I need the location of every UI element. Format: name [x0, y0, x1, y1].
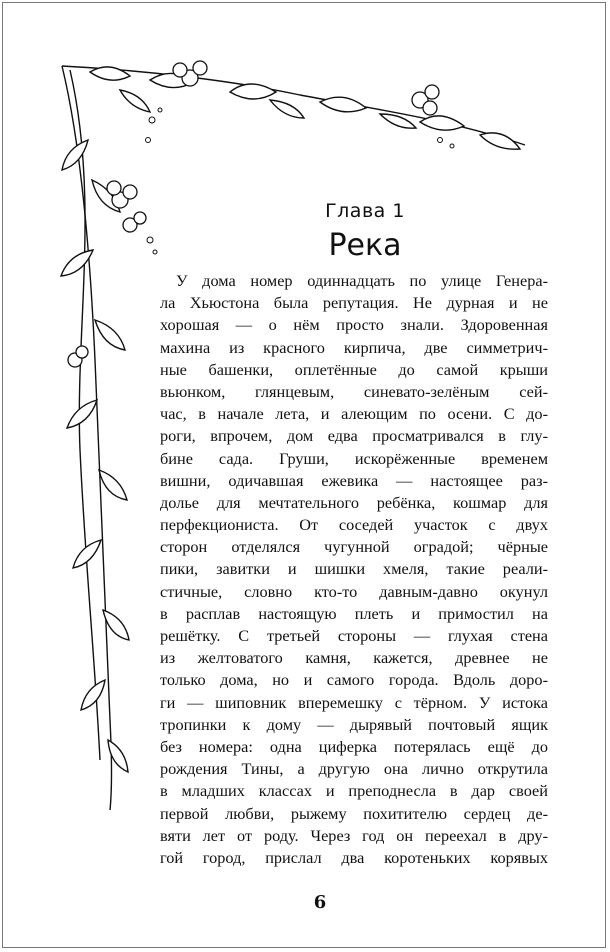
- text-line: стичные, словно кто-то давным-давно окунул: [160, 581, 548, 601]
- text-line: ги — шиповник вперемешку с тёрном. У истока: [160, 692, 548, 712]
- text-line: вяти лет от роду. Через год он переехал в дру-: [160, 825, 548, 845]
- text-line: роги, впрочем, дом едва просматривался в глу-: [160, 426, 548, 446]
- text-line: гой город, прислал два коротеньких корявых: [160, 847, 548, 867]
- text-line: ла Хьюстона была репутация. Не дурная и не: [160, 293, 548, 313]
- text-line: из желтоватого камня, кажется, древнее не: [160, 648, 548, 668]
- page-number: 6: [313, 892, 327, 913]
- text-line: решётку. С третьей стороны — глухая стена: [160, 626, 548, 645]
- text-line: долье для мечтательного ребёнка, кошмар для: [160, 492, 548, 512]
- chapter-title: Река: [328, 228, 402, 263]
- text-line: рождения Тины, а другую она лично открутила: [160, 759, 548, 779]
- text-line: бине сада. Груши, искорёженные временем: [160, 448, 548, 468]
- text-line: пики, завитки и шишки хмеля, такие реали-: [160, 559, 548, 579]
- text-line: махина из красного кирпича, две симметрич-: [160, 337, 548, 357]
- text-line: в расплав настоящую плеть и примостил на: [160, 603, 548, 623]
- text-line: перфекциониста. От соседей участок с двух: [160, 515, 548, 535]
- body-text: [160, 270, 548, 869]
- text-line: хорошая — о нём просто знали. Здоровенная: [160, 315, 548, 335]
- text-line: ные башенки, оплетённые до самой крыши: [160, 359, 548, 379]
- text-line: час, в начале лета, и алеющим по осени. С до-: [160, 404, 548, 424]
- text-line: без номера: одна циферка потерялась ещё до: [160, 736, 548, 756]
- text-line: тропинки к дому — дырявый почтовый ящик: [160, 714, 548, 734]
- text-line: вишни, одичавшая ежевика — настоящее раз-: [160, 470, 548, 490]
- text-line: в младших классах и преподнесла в дар своей: [160, 781, 548, 801]
- text-line: только дома, но и самого города. Вдоль доро-: [160, 670, 548, 690]
- text-line: первой любви, рыжему похитителю сердец де-: [160, 803, 548, 823]
- text-line: вьюнком, глянцевым, синевато-зелёным сей-: [160, 381, 548, 401]
- chapter-label: Глава 1: [325, 200, 405, 222]
- text-line: сторон отделялся чугунной оградой; чёрные: [160, 537, 548, 557]
- text-line: У дома номер одиннадцать по улице Генера-: [176, 271, 548, 290]
